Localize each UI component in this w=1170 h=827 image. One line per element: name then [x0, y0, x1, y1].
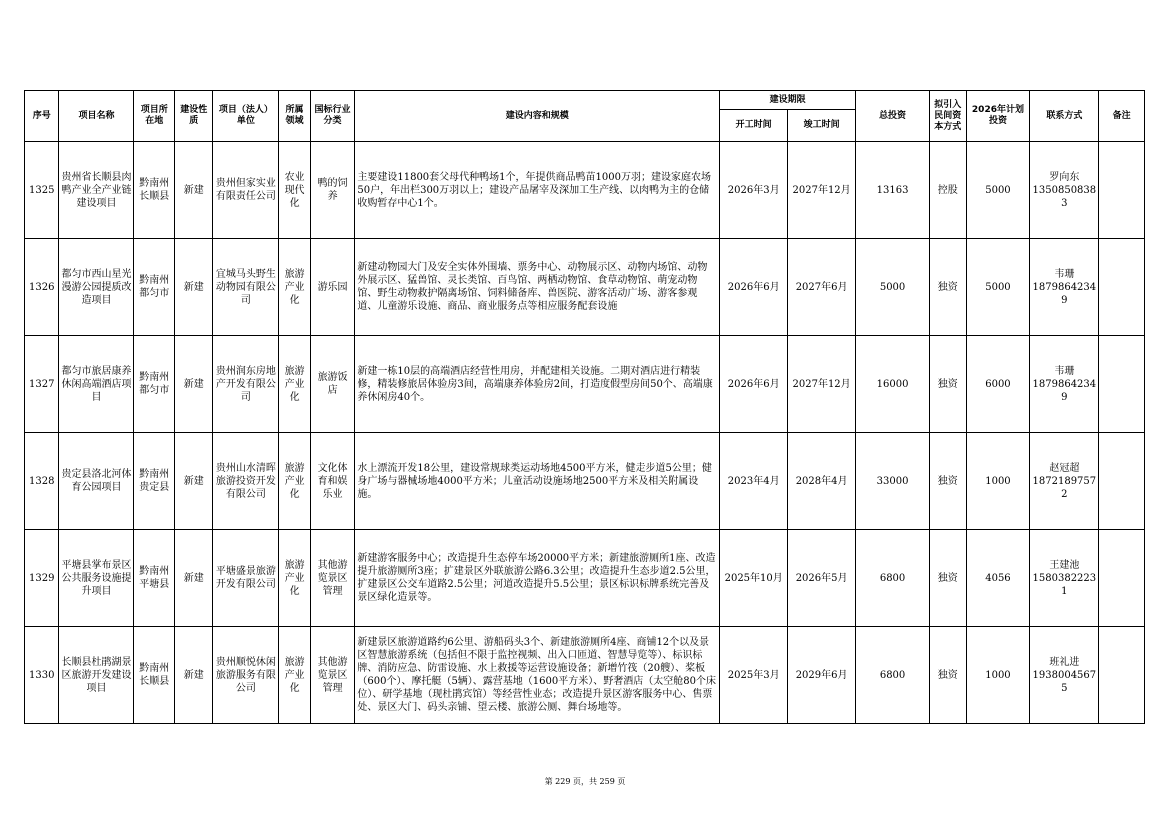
contact-name: 韦珊: [1054, 268, 1075, 280]
row-field: 农业现代化: [279, 142, 310, 239]
row-private-capital: 独资: [930, 627, 966, 724]
header-content: 建设内容和规模: [355, 91, 720, 142]
header-industry: 国标行业分类: [310, 91, 355, 142]
table-row: [25, 530, 1145, 627]
row-industry: 鸭的饲养: [310, 142, 355, 239]
row-field: 旅游产业化: [279, 627, 310, 724]
row-private-capital: 独资: [930, 433, 966, 530]
row-content: 主要建设11800套父母代种鸭场1个，年提供商品鸭苗1000万羽；建设家庭农场50户，年出栏300万羽以上；建设产品屠宰及深加工生产线、以肉鸭为主的仓储收购暂存中心1个。: [355, 142, 720, 239]
header-contact: 联系方式: [1030, 91, 1099, 142]
row-start-date: 2025年3月: [720, 627, 788, 724]
header-private-capital: 拟引入民间资本方式: [930, 91, 966, 142]
row-total-investment: 13163: [856, 142, 930, 239]
table-header: [25, 91, 1145, 142]
header-field: 所属领域: [279, 91, 310, 142]
header-project-name: 项目名称: [59, 91, 134, 142]
row-field: 旅游产业化: [279, 336, 310, 433]
row-plan-2026: 1000: [966, 433, 1030, 530]
row-contact: [1030, 627, 1099, 724]
header-seq: 序号: [25, 91, 59, 142]
row-end-date: 2027年6月: [788, 239, 856, 336]
row-field: 旅游产业化: [279, 530, 310, 627]
row-field: 旅游产业化: [279, 433, 310, 530]
row-end-date: 2026年5月: [788, 530, 856, 627]
row-total-investment: 6800: [856, 530, 930, 627]
row-seq: 1326: [25, 239, 59, 336]
row-contact: [1030, 530, 1099, 627]
row-project-name: 都匀市旅居康养休闲高端酒店项目: [59, 336, 134, 433]
row-plan-2026: 6000: [966, 336, 1030, 433]
row-unit: 贵州但家实业有限责任公司: [213, 142, 279, 239]
row-start-date: 2025年10月: [720, 530, 788, 627]
table-row: [25, 336, 1145, 433]
table-row: [25, 627, 1145, 724]
row-total-investment: 6800: [856, 627, 930, 724]
row-remark: [1099, 530, 1145, 627]
row-start-date: 2026年6月: [720, 239, 788, 336]
row-contact: [1030, 433, 1099, 530]
row-location: 黔南州长顺县: [134, 142, 175, 239]
contact-name: 罗向东: [1049, 171, 1080, 183]
table-row: [25, 239, 1145, 336]
row-total-investment: 33000: [856, 433, 930, 530]
table-row: [25, 433, 1145, 530]
row-content: 新建动物园大门及安全实体外围墙、票务中心、动物展示区、动物内场馆、动物外展示区、猛兽馆、灵长类馆、百鸟馆、两栖动物馆、食草动物馆、萌宠动物馆、野生动物救护隔离场馆、饲料储备库、兽医院、游客活动广场、游客参观道、儿童游乐设施、商品、商业服务点等相应服务配套设施: [355, 239, 720, 336]
contact-phone: 18798642349: [1032, 281, 1097, 306]
row-content: 水上漂流开发18公里，建设常规球类运动场地4500平方米，健走步道5公里；健身广场与器械场地4000平方米；儿童活动设施场地2500平方米及相关附属设施。: [355, 433, 720, 530]
row-industry: 其他游览景区管理: [310, 530, 355, 627]
row-location: 黔南州贵定县: [134, 433, 175, 530]
row-location: 黔南州平塘县: [134, 530, 175, 627]
header-total: 总投资: [856, 91, 930, 142]
page-footer: 第 229 页，共 259 页: [544, 777, 626, 786]
project-table: [24, 90, 1145, 724]
row-field: 旅游产业化: [279, 239, 310, 336]
contact-phone: 18721897572: [1032, 475, 1097, 500]
header-location: 项目所在地: [134, 91, 175, 142]
row-start-date: 2023年4月: [720, 433, 788, 530]
row-private-capital: 独资: [930, 239, 966, 336]
contact-name: 班礼进: [1049, 656, 1080, 668]
row-industry: 游乐园: [310, 239, 355, 336]
row-unit: 贵州顺悦休闲旅游服务有限公司: [213, 627, 279, 724]
row-project-name: 贵州省长顺县肉鸭产业全产业链建设项目: [59, 142, 134, 239]
row-industry: 旅游饭店: [310, 336, 355, 433]
row-remark: [1099, 627, 1145, 724]
row-total-investment: 5000: [856, 239, 930, 336]
row-private-capital: 独资: [930, 336, 966, 433]
row-start-date: 2026年6月: [720, 336, 788, 433]
row-location: 黔南州都匀市: [134, 336, 175, 433]
row-unit: 贵州山水清晖旅游投资开发有限公司: [213, 433, 279, 530]
row-unit: 宜城马头野生动物园有限公司: [213, 239, 279, 336]
row-nature: 新建: [174, 433, 213, 530]
row-nature: 新建: [174, 336, 213, 433]
contact-phone: 19380045675: [1032, 669, 1097, 694]
row-contact: [1030, 239, 1099, 336]
header-period: 建设期限: [720, 91, 856, 110]
row-start-date: 2026年3月: [720, 142, 788, 239]
row-project-name: 长顺县杜鹃湖景区旅游开发建设项目: [59, 627, 134, 724]
row-private-capital: 控股: [930, 142, 966, 239]
row-remark: [1099, 336, 1145, 433]
header-unit: 项目（法人）单位: [213, 91, 279, 142]
row-plan-2026: 4056: [966, 530, 1030, 627]
table-row: [25, 142, 1145, 239]
row-nature: 新建: [174, 239, 213, 336]
row-industry: 其他游览景区管理: [310, 627, 355, 724]
row-content: 新建一栋10层的高端酒店经营性用房，并配建相关设施。二期对酒店进行精装修，精装修旅居体验房3间，高端康养体验房2间，打造度假型房间50个、高端康养休闲房40个。: [355, 336, 720, 433]
row-nature: 新建: [174, 627, 213, 724]
row-nature: 新建: [174, 530, 213, 627]
row-end-date: 2027年12月: [788, 336, 856, 433]
contact-name: 韦珊: [1054, 365, 1075, 377]
row-total-investment: 16000: [856, 336, 930, 433]
row-seq: 1327: [25, 336, 59, 433]
header-end: 竣工时间: [788, 110, 856, 142]
row-contact: [1030, 142, 1099, 239]
row-plan-2026: 5000: [966, 239, 1030, 336]
table-body: [25, 142, 1145, 724]
row-plan-2026: 1000: [966, 627, 1030, 724]
contact-phone: 15803822231: [1032, 572, 1097, 597]
row-contact: [1030, 336, 1099, 433]
row-remark: [1099, 239, 1145, 336]
contact-name: 赵冠超: [1049, 462, 1080, 474]
row-location: 黔南州长顺县: [134, 627, 175, 724]
row-remark: [1099, 142, 1145, 239]
row-remark: [1099, 433, 1145, 530]
contact-phone: 13508508383: [1032, 184, 1097, 209]
header-start: 开工时间: [720, 110, 788, 142]
row-nature: 新建: [174, 142, 213, 239]
row-content: 新建景区旅游道路约6公里、游船码头3个、新建旅游厕所4座、商铺12个以及景区智慧旅游系统（包括但不限于监控视频、出入口匝道、智慧导览等）、标识标牌、消防应急、防雷设施、水上救援等运营设施设备；新增竹筏（20艘）、桨板（600个）、摩托艇（5辆）、露营基地（1600平方米）、野奢酒店（太空舱80个床位）、研学基地（现杜鹃宾馆）等经营性业态；改造提升景区游客服务中心、售票处、景区大门、码头亲铺、望云楼、旅游公厕、舞台场地等。: [355, 627, 720, 724]
row-unit: 贵州润东房地产开发有限公司: [213, 336, 279, 433]
row-private-capital: 独资: [930, 530, 966, 627]
header-remark: 备注: [1099, 91, 1145, 142]
header-plan-2026: 2026年计划投资: [966, 91, 1030, 142]
row-end-date: 2027年12月: [788, 142, 856, 239]
row-seq: 1328: [25, 433, 59, 530]
header-nature: 建设性质: [174, 91, 213, 142]
contact-phone: 18798642349: [1032, 378, 1097, 403]
row-industry: 文化体育和娱乐业: [310, 433, 355, 530]
row-content: 新建游客服务中心；改造提升生态停车场20000平方米；新建旅游厕所1座、改造提升旅游厕所3座；扩建景区外联旅游公路6.3公里；改造提升生态步道2.5公里，扩建景区公交车道路2.5公里；河道改造提升5.5公里；景区标识标牌系统完善及景区绿化造景等。: [355, 530, 720, 627]
row-unit: 平塘盛景旅游开发有限公司: [213, 530, 279, 627]
row-seq: 1325: [25, 142, 59, 239]
row-end-date: 2029年6月: [788, 627, 856, 724]
row-project-name: 贵定县洛北河体育公园项目: [59, 433, 134, 530]
row-project-name: 平塘县掌布景区公共服务设施提升项目: [59, 530, 134, 627]
row-project-name: 都匀市西山星光漫游公园提质改造项目: [59, 239, 134, 336]
contact-name: 王建池: [1049, 559, 1080, 571]
row-seq: 1329: [25, 530, 59, 627]
row-end-date: 2028年4月: [788, 433, 856, 530]
row-seq: 1330: [25, 627, 59, 724]
row-plan-2026: 5000: [966, 142, 1030, 239]
row-location: 黔南州都匀市: [134, 239, 175, 336]
